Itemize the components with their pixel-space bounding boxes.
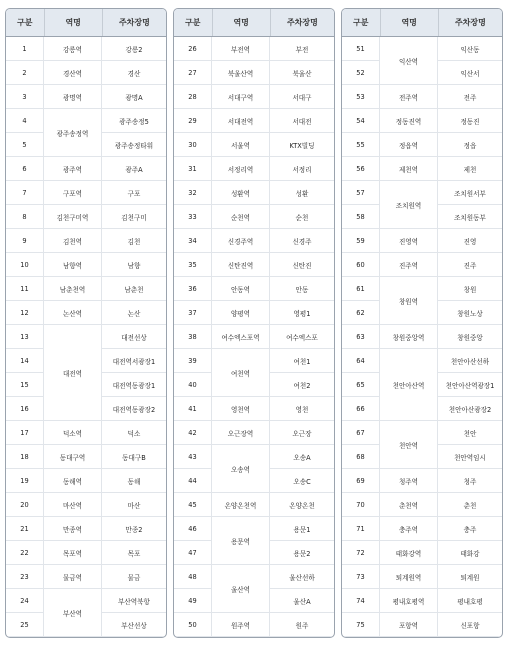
station-name: 구포역 — [44, 181, 102, 205]
parking-name: 대전역서광장1 — [102, 349, 166, 373]
station-name: 대전역 — [44, 325, 102, 421]
station-name: 춘천역 — [380, 493, 438, 517]
row-number: 19 — [6, 469, 44, 493]
station-name: 물금역 — [44, 565, 102, 589]
row-number: 65 — [342, 373, 380, 397]
station-name: 정읍역 — [380, 133, 438, 157]
parking-name: 청주 — [438, 469, 502, 493]
station-name: 진주역 — [380, 253, 438, 277]
row-number: 4 — [6, 109, 44, 133]
parking-name: 김천 — [102, 229, 166, 253]
parking-name: 서대구 — [270, 85, 334, 109]
row-number: 39 — [174, 349, 212, 373]
station-name: 창원중앙역 — [380, 325, 438, 349]
header-parking: 주차장명 — [286, 18, 318, 27]
row-number: 13 — [6, 325, 44, 349]
parking-name: 조치원동부 — [438, 205, 502, 229]
station-name: 창원역 — [380, 277, 438, 325]
row-number: 36 — [174, 277, 212, 301]
row-number: 32 — [174, 181, 212, 205]
parking-name: 천안역임시 — [438, 445, 502, 469]
parking-name: 마산 — [102, 493, 166, 517]
row-number: 69 — [342, 469, 380, 493]
header-no: 구분 — [6, 9, 45, 36]
parking-name: 창원중앙 — [438, 325, 502, 349]
station-name: 익산역 — [380, 37, 438, 85]
station-name: 동해역 — [44, 469, 102, 493]
row-number: 3 — [6, 85, 44, 109]
row-number: 41 — [174, 397, 212, 421]
station-name: 평내호평역 — [380, 589, 438, 613]
row-number: 30 — [174, 133, 212, 157]
parking-name: 진주 — [438, 253, 502, 277]
parking-name: 평내호평 — [438, 589, 502, 613]
parking-name: 원주 — [270, 613, 334, 637]
station-name: 동대구역 — [44, 445, 102, 469]
parking-name: 부산역북항 — [102, 589, 166, 613]
parking-table-1 — [5, 8, 167, 638]
parking-name: 온양온천 — [270, 493, 334, 517]
station-name: 양평역 — [212, 301, 270, 325]
parking-name: 순천 — [270, 205, 334, 229]
parking-name: 신경주 — [270, 229, 334, 253]
parking-name: 안동 — [270, 277, 334, 301]
station-name: 서대전역 — [212, 109, 270, 133]
row-number: 6 — [6, 157, 44, 181]
row-number: 43 — [174, 445, 212, 469]
parking-name: 신포항 — [438, 613, 502, 637]
station-name: 서정리역 — [212, 157, 270, 181]
row-number: 29 — [174, 109, 212, 133]
parking-name: 춘천 — [438, 493, 502, 517]
row-number: 74 — [342, 589, 380, 613]
parking-name: 광명A — [102, 85, 166, 109]
row-number: 57 — [342, 181, 380, 205]
station-name: 퇴계원역 — [380, 565, 438, 589]
parking-name: 울산A — [270, 589, 334, 613]
parking-name: 울산선하 — [270, 565, 334, 589]
parking-name: 광주송정타워 — [102, 133, 166, 157]
row-number: 21 — [6, 517, 44, 541]
row-number: 44 — [174, 469, 212, 493]
row-number: 7 — [6, 181, 44, 205]
row-number: 49 — [174, 589, 212, 613]
station-name: 진영역 — [380, 229, 438, 253]
row-number: 11 — [6, 277, 44, 301]
row-number: 23 — [6, 565, 44, 589]
header-station: 역명 — [381, 9, 439, 36]
row-number: 71 — [342, 517, 380, 541]
row-number: 63 — [342, 325, 380, 349]
station-name: 천안아산역 — [380, 349, 438, 421]
station-name: 영천역 — [212, 397, 270, 421]
row-number: 20 — [6, 493, 44, 517]
parking-name: 대전역동광장2 — [102, 397, 166, 421]
row-number: 14 — [6, 349, 44, 373]
parking-name: 북울산 — [270, 61, 334, 85]
parking-name: 창원노상 — [438, 301, 502, 325]
parking-name: 태화강 — [438, 541, 502, 565]
station-name: 오송역 — [212, 445, 270, 493]
parking-name: 광주송정5 — [102, 109, 166, 133]
row-number: 73 — [342, 565, 380, 589]
station-name: 서울역 — [212, 133, 270, 157]
station-name: 서대구역 — [212, 85, 270, 109]
row-number: 53 — [342, 85, 380, 109]
row-number: 46 — [174, 517, 212, 541]
row-number: 58 — [342, 205, 380, 229]
station-name: 충주역 — [380, 517, 438, 541]
row-number: 37 — [174, 301, 212, 325]
row-number: 48 — [174, 565, 212, 589]
station-name: 강릉역 — [44, 37, 102, 61]
row-number: 28 — [174, 85, 212, 109]
row-number: 26 — [174, 37, 212, 61]
station-name: 원주역 — [212, 613, 270, 637]
row-number: 15 — [6, 373, 44, 397]
station-name: 부전역 — [212, 37, 270, 61]
parking-name: 동해 — [102, 469, 166, 493]
parking-name: 대전선상 — [102, 325, 166, 349]
station-name: 정동진역 — [380, 109, 438, 133]
row-number: 51 — [342, 37, 380, 61]
row-number: 12 — [6, 301, 44, 325]
parking-name: 오송A — [270, 445, 334, 469]
row-number: 2 — [6, 61, 44, 85]
parking-name: 조치원서부 — [438, 181, 502, 205]
row-number: 54 — [342, 109, 380, 133]
station-name: 부산역 — [44, 589, 102, 637]
header-parking: 주차장명 — [454, 18, 486, 27]
station-name: 덕소역 — [44, 421, 102, 445]
station-name: 조치원역 — [380, 181, 438, 229]
parking-name: 천안아산선하 — [438, 349, 502, 373]
row-number: 67 — [342, 421, 380, 445]
parking-name: 남춘천 — [102, 277, 166, 301]
parking-name: 만종2 — [102, 517, 166, 541]
station-name: 남향역 — [44, 253, 102, 277]
parking-name: 천안아산광장2 — [438, 397, 502, 421]
station-name: 광주송정역 — [44, 109, 102, 157]
station-name: 용문역 — [212, 517, 270, 565]
parking-name: 구포 — [102, 181, 166, 205]
row-number: 16 — [6, 397, 44, 421]
station-name: 울산역 — [212, 565, 270, 613]
row-number: 70 — [342, 493, 380, 517]
parking-name: 목포 — [102, 541, 166, 565]
parking-table-3 — [341, 8, 503, 638]
parking-name: 성환 — [270, 181, 334, 205]
table-header — [6, 9, 166, 37]
parking-name: 부산선상 — [102, 613, 166, 637]
row-number: 66 — [342, 397, 380, 421]
parking-name: 정읍 — [438, 133, 502, 157]
station-name: 신경주역 — [212, 229, 270, 253]
station-name: 여천역 — [212, 349, 270, 397]
parking-name: 용문2 — [270, 541, 334, 565]
station-name: 신탄진역 — [212, 253, 270, 277]
parking-name: 광주A — [102, 157, 166, 181]
row-number: 22 — [6, 541, 44, 565]
row-number: 72 — [342, 541, 380, 565]
station-name: 김천구미역 — [44, 205, 102, 229]
header-no: 구분 — [174, 9, 213, 36]
parking-name: 남향 — [102, 253, 166, 277]
parking-name: 물금 — [102, 565, 166, 589]
row-number: 59 — [342, 229, 380, 253]
station-name: 성환역 — [212, 181, 270, 205]
row-number: 45 — [174, 493, 212, 517]
row-number: 1 — [6, 37, 44, 61]
parking-name: 오근장 — [270, 421, 334, 445]
table-body — [6, 37, 166, 637]
parking-name: 영천 — [270, 397, 334, 421]
parking-name: 영평1 — [270, 301, 334, 325]
header-station: 역명 — [213, 9, 271, 36]
parking-table-2 — [173, 8, 335, 638]
parking-name: 경산 — [102, 61, 166, 85]
station-name: 청주역 — [380, 469, 438, 493]
parking-name: 정동진 — [438, 109, 502, 133]
row-number: 75 — [342, 613, 380, 637]
row-number: 56 — [342, 157, 380, 181]
row-number: 31 — [174, 157, 212, 181]
parking-name: 천안 — [438, 421, 502, 445]
parking-name: 서정리 — [270, 157, 334, 181]
station-name: 오근장역 — [212, 421, 270, 445]
row-number: 27 — [174, 61, 212, 85]
row-number: 40 — [174, 373, 212, 397]
parking-name: 여수엑스포 — [270, 325, 334, 349]
parking-name: 신탄진 — [270, 253, 334, 277]
parking-name: 여천2 — [270, 373, 334, 397]
header-no: 구분 — [342, 9, 381, 36]
parking-name: 부전 — [270, 37, 334, 61]
station-name: 순천역 — [212, 205, 270, 229]
station-name: 여수엑스포역 — [212, 325, 270, 349]
parking-name: 오송C — [270, 469, 334, 493]
station-name: 광주역 — [44, 157, 102, 181]
row-number: 34 — [174, 229, 212, 253]
row-number: 9 — [6, 229, 44, 253]
station-name: 안동역 — [212, 277, 270, 301]
row-number: 60 — [342, 253, 380, 277]
row-number: 64 — [342, 349, 380, 373]
parking-name: 동대구B — [102, 445, 166, 469]
station-name: 북울산역 — [212, 61, 270, 85]
parking-name: 여천1 — [270, 349, 334, 373]
row-number: 35 — [174, 253, 212, 277]
table-body — [174, 37, 334, 637]
parking-name: 전주 — [438, 85, 502, 109]
station-name: 남춘천역 — [44, 277, 102, 301]
parking-name: 제천 — [438, 157, 502, 181]
parking-name: 용문1 — [270, 517, 334, 541]
header-station: 역명 — [45, 9, 103, 36]
parking-name: 익산서 — [438, 61, 502, 85]
row-number: 10 — [6, 253, 44, 277]
station-name: 논산역 — [44, 301, 102, 325]
parking-name: 서대전 — [270, 109, 334, 133]
station-name: 온양온천역 — [212, 493, 270, 517]
table-header — [342, 9, 502, 37]
station-name: 제천역 — [380, 157, 438, 181]
table-body — [342, 37, 502, 637]
row-number: 8 — [6, 205, 44, 229]
parking-name: 논산 — [102, 301, 166, 325]
station-name: 포항역 — [380, 613, 438, 637]
station-name: 전주역 — [380, 85, 438, 109]
parking-name: 천안아산역광장1 — [438, 373, 502, 397]
row-number: 25 — [6, 613, 44, 637]
parking-name: 강릉2 — [102, 37, 166, 61]
station-name: 김천역 — [44, 229, 102, 253]
row-number: 55 — [342, 133, 380, 157]
parking-name: 익산동 — [438, 37, 502, 61]
row-number: 61 — [342, 277, 380, 301]
parking-name: 대전역동광장1 — [102, 373, 166, 397]
parking-name: 김천구미 — [102, 205, 166, 229]
row-number: 18 — [6, 445, 44, 469]
row-number: 52 — [342, 61, 380, 85]
row-number: 5 — [6, 133, 44, 157]
station-name: 광명역 — [44, 85, 102, 109]
parking-name: 충주 — [438, 517, 502, 541]
row-number: 24 — [6, 589, 44, 613]
row-number: 50 — [174, 613, 212, 637]
parking-name: 퇴계원 — [438, 565, 502, 589]
row-number: 17 — [6, 421, 44, 445]
station-name: 마산역 — [44, 493, 102, 517]
row-number: 47 — [174, 541, 212, 565]
header-parking: 주차장명 — [118, 18, 150, 27]
station-name: 경산역 — [44, 61, 102, 85]
parking-name: KTX빌딩 — [270, 133, 334, 157]
parking-name: 덕소 — [102, 421, 166, 445]
row-number: 33 — [174, 205, 212, 229]
parking-name: 창원 — [438, 277, 502, 301]
station-name: 만종역 — [44, 517, 102, 541]
row-number: 62 — [342, 301, 380, 325]
station-name: 천안역 — [380, 421, 438, 469]
row-number: 38 — [174, 325, 212, 349]
row-number: 42 — [174, 421, 212, 445]
row-number: 68 — [342, 445, 380, 469]
table-header — [174, 9, 334, 37]
station-name: 태화강역 — [380, 541, 438, 565]
parking-name: 진영 — [438, 229, 502, 253]
station-name: 목포역 — [44, 541, 102, 565]
